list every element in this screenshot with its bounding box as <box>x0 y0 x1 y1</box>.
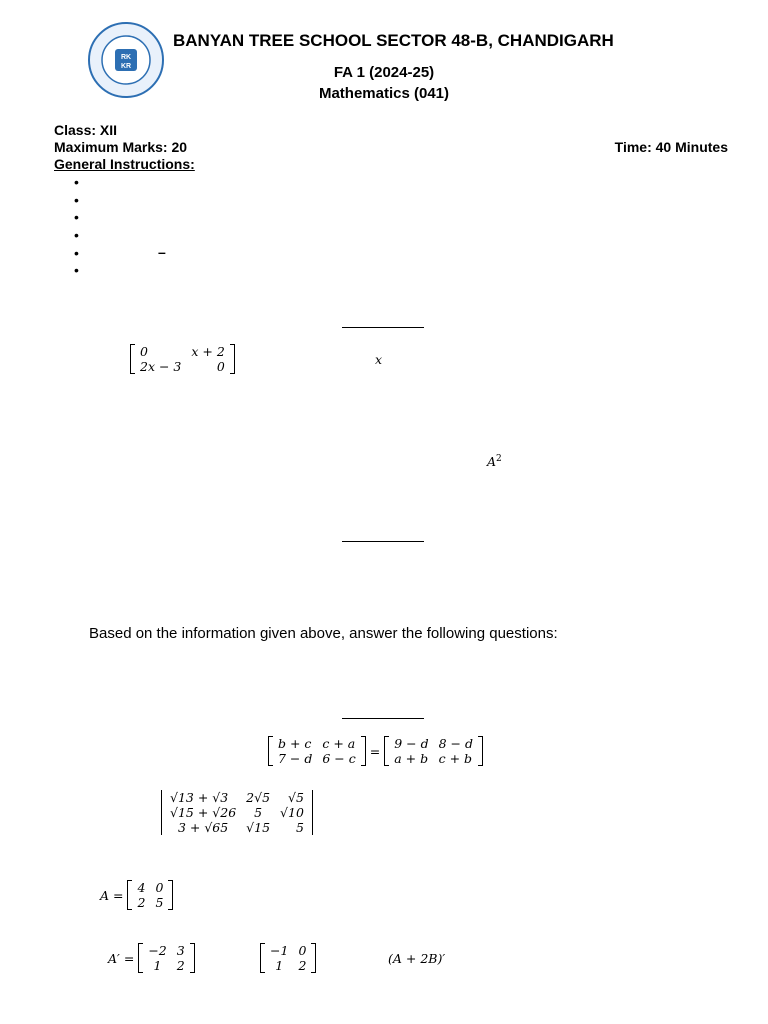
matrix-cell: 0 <box>140 344 148 359</box>
matrix-question-1 <box>130 344 235 374</box>
matrix-cell: −1 <box>270 943 289 958</box>
matrix-cell: a + b <box>394 751 429 766</box>
matrix-cell: x + 2 <box>191 344 225 359</box>
det-cell: 2√5 <box>246 790 271 805</box>
a-plus-2b-transpose: (A + 2B)′ <box>388 951 446 966</box>
det-cell: √5 <box>288 790 304 805</box>
matrix-a <box>100 880 173 910</box>
instruction-bullet: • <box>74 262 79 278</box>
class-label: Class: XII <box>54 122 118 138</box>
matrix-cell: 5 <box>155 895 164 910</box>
matrix-cell: 2x − 3 <box>140 359 182 374</box>
matrix-a-transpose-label: A′ = <box>108 950 135 966</box>
a-squared <box>487 454 502 469</box>
matrix-cell: 4 <box>137 880 146 895</box>
a-squared-base: A <box>487 454 497 470</box>
subject-title: Mathematics (041) <box>318 85 450 102</box>
case-study-prompt: Based on the information given above, answer the following questions: <box>89 625 558 642</box>
det-cell: √13 + √3 <box>170 790 229 805</box>
matrix-cell: 0 <box>298 943 307 958</box>
equals-sign: = <box>369 743 381 759</box>
matrix-cell: 2 <box>176 958 185 973</box>
matrix-cell: c + a <box>322 736 356 751</box>
matrix-equation <box>268 736 483 766</box>
matrix-cell: 9 − d <box>394 736 429 751</box>
det-cell: 5 <box>254 805 263 820</box>
matrix-cell: b + c <box>278 736 312 751</box>
matrix-cell: 8 − d <box>438 736 473 751</box>
section-divider <box>342 718 424 719</box>
exam-title: FA 1 (2024-25) <box>333 64 435 81</box>
det-cell: √10 <box>280 805 304 820</box>
det-cell: √15 + √26 <box>170 805 237 820</box>
variable-x: x <box>375 352 383 367</box>
instruction-bullet: • <box>74 192 79 208</box>
matrix-b <box>260 943 316 973</box>
matrix-cell: 3 <box>176 943 185 958</box>
matrix-a-label: A = <box>100 887 124 903</box>
matrix-cell: 2 <box>137 895 146 910</box>
matrix-cell: c + b <box>438 751 473 766</box>
matrix-cell: 6 − c <box>322 751 356 766</box>
school-name: BANYAN TREE SCHOOL SECTOR 48-B, CHANDIGARH <box>173 31 614 50</box>
instruction-bullet: • <box>74 174 79 190</box>
matrix-cell: 7 − d <box>278 751 313 766</box>
determinant <box>158 790 316 835</box>
matrix-cell: 0 <box>155 880 164 895</box>
det-cell: √15 <box>246 820 271 835</box>
instruction-bullet: • <box>74 245 79 261</box>
a-squared-exponent: 2 <box>496 454 502 464</box>
instruction-bullet: • <box>74 209 79 225</box>
matrix-cell: 1 <box>153 958 162 973</box>
instruction-bullet: • <box>74 227 79 243</box>
max-marks-label: Maximum Marks: 20 <box>54 139 188 155</box>
matrix-cell: 0 <box>216 359 225 374</box>
matrix-cell: −2 <box>148 943 167 958</box>
matrix-cell: 2 <box>298 958 307 973</box>
svg-text:RK: RK <box>120 54 132 61</box>
det-cell: 5 <box>295 820 304 835</box>
matrix-a-transpose <box>108 943 195 973</box>
matrix-cell: 1 <box>275 958 284 973</box>
section-divider <box>342 541 424 542</box>
time-label: Time: 40 Minutes <box>614 139 728 155</box>
general-instructions-heading: General Instructions: <box>54 156 195 172</box>
instruction-dash: – <box>158 244 166 260</box>
svg-text:KR: KR <box>120 63 132 70</box>
section-divider <box>342 327 424 328</box>
det-cell: 3 + √65 <box>177 820 229 835</box>
